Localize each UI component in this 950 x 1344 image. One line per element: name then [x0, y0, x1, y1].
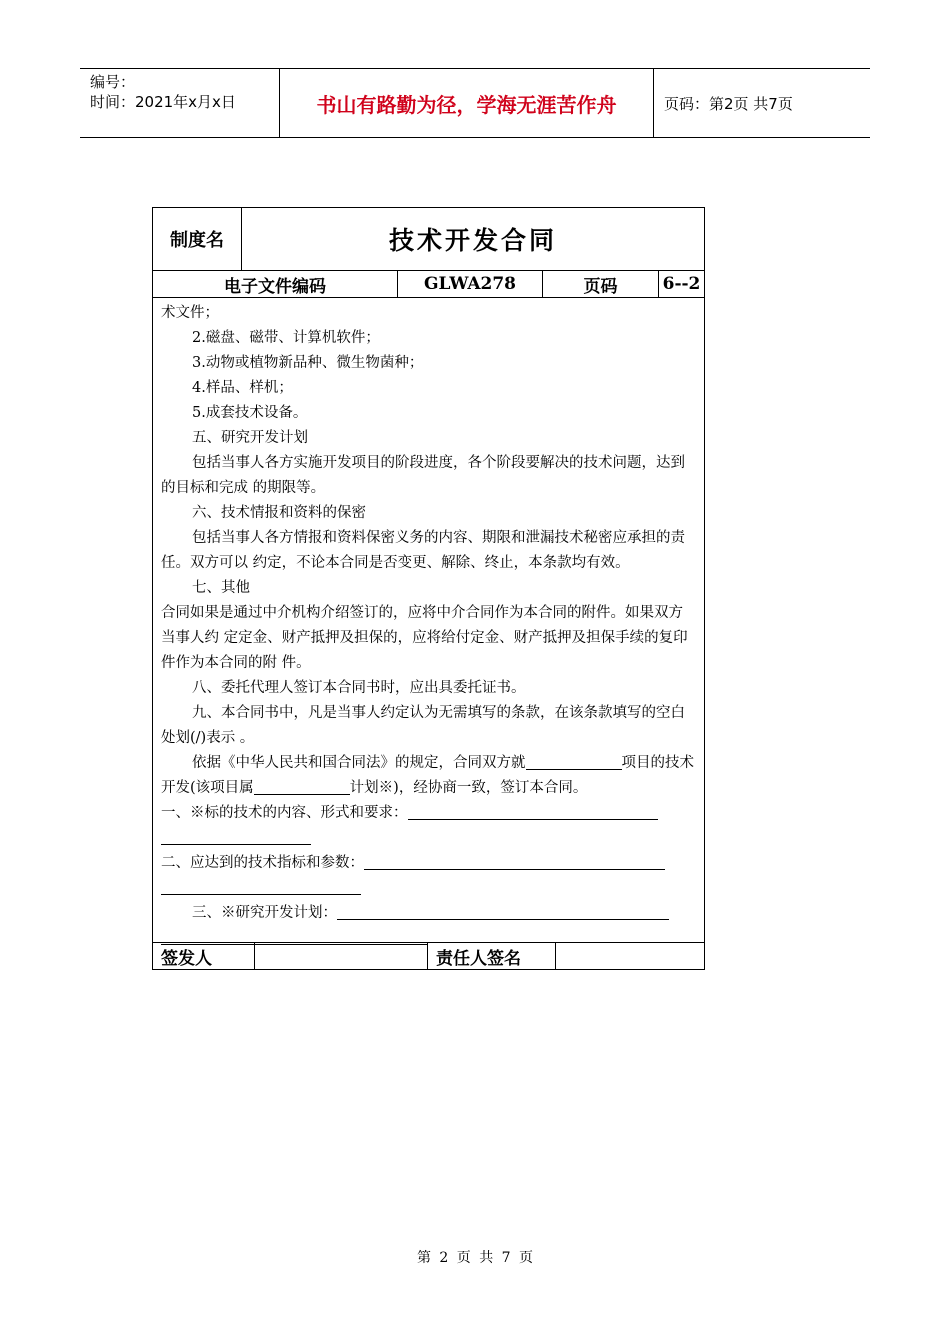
- body-line: 术文件；: [161, 305, 219, 321]
- contract-table: [152, 207, 705, 970]
- page-header: [80, 68, 870, 138]
- tech-content-blank-cont[interactable]: [161, 827, 311, 845]
- body-text-fragment: 二、应达到的技术指标和参数：: [161, 855, 364, 871]
- responsible-label: 责任人签名: [428, 943, 556, 969]
- page-value: 6--2: [662, 274, 701, 294]
- title-row: [153, 208, 704, 271]
- code-value: GLWA278: [398, 271, 543, 297]
- section-heading: 五、研究开发计划: [192, 430, 308, 446]
- body-paragraph: 八、委托代理人签订本合同书时，应出具委托证书。: [192, 680, 526, 696]
- page-footer: 第 2 页 共 7 页: [416, 1250, 534, 1266]
- body-line: [161, 826, 696, 851]
- header-meta: [80, 69, 280, 137]
- signer-label: 签发人: [153, 943, 255, 969]
- body-paragraph: [161, 801, 696, 826]
- header-page-info: 页码：第2页 共7页: [664, 94, 793, 113]
- body-paragraph: 包括当事人各方实施开发项目的阶段进度，各个阶段要解决的技术问题，达到的目标和完成 的期限等。: [161, 455, 685, 496]
- number-label: 编号：: [90, 73, 136, 91]
- code-label: 电子文件编码: [153, 271, 398, 297]
- section-heading: 六、技术情报和资料的保密: [192, 505, 366, 521]
- body-line: [161, 876, 696, 901]
- body-text-fragment: 三、※研究开发计划：: [192, 905, 337, 921]
- body-line: 4.样品、样机；: [192, 380, 293, 396]
- document-title: 技术开发合同: [388, 226, 557, 255]
- body-line: 3.动物或植物新品种、微生物菌种；: [192, 355, 424, 371]
- signature-row: [153, 942, 704, 969]
- body-paragraph: 包括当事人各方情报和资料保密义务的内容、期限和泄漏技术秘密应承担的责任。双方可以 约定，不论本合同是否变更、解除、终止，本条款均有效。: [161, 530, 685, 571]
- system-name-label: 制度名: [153, 208, 242, 270]
- contract-body: [153, 298, 704, 942]
- plan-blank[interactable]: [254, 777, 350, 795]
- body-paragraph: [161, 901, 696, 926]
- body-line: 2.磁盘、磁带、计算机软件；: [192, 330, 380, 346]
- project-blank[interactable]: [526, 752, 622, 770]
- body-text-fragment: 依据《中华人民共和国合同法》的规定，合同双方就: [192, 755, 526, 771]
- body-text-fragment: 项目的技术开发(该项目属: [161, 755, 694, 796]
- signer-field[interactable]: [255, 943, 428, 969]
- body-text-fragment: 计划※)，经协商一致，签订本合同。: [349, 780, 588, 796]
- body-line: 5.成套技术设备。: [192, 405, 308, 421]
- time-label: 时间：2021年x月x日: [90, 93, 236, 111]
- tech-index-blank-cont[interactable]: [161, 877, 361, 895]
- responsible-signature-field[interactable]: [556, 943, 704, 969]
- page-label: 页码: [543, 271, 659, 297]
- body-paragraph: [161, 751, 696, 801]
- body-paragraph: 合同如果是通过中介机构介绍签订的，应将中介合同作为本合同的附件。如果双方当事人约 定定金、财产抵押及担保的，应将给付定金、财产抵押及担保手续的复印件作为本合同的附 件。: [161, 605, 688, 671]
- code-row: [153, 271, 704, 298]
- tech-index-blank[interactable]: [364, 852, 665, 870]
- body-paragraph: 九、本合同书中，凡是当事人约定认为无需填写的条款，在该条款填写的空白处划(/)表示 。: [161, 705, 685, 746]
- header-motto: 书山有路勤为径，学海无涯苦作舟: [280, 69, 654, 137]
- section-heading: 七、其他: [192, 580, 250, 596]
- body-paragraph: [161, 851, 696, 876]
- body-text-fragment: 一、※标的技术的内容、形式和要求：: [161, 805, 408, 821]
- tech-content-blank[interactable]: [408, 802, 658, 820]
- dev-plan-blank[interactable]: [337, 902, 669, 920]
